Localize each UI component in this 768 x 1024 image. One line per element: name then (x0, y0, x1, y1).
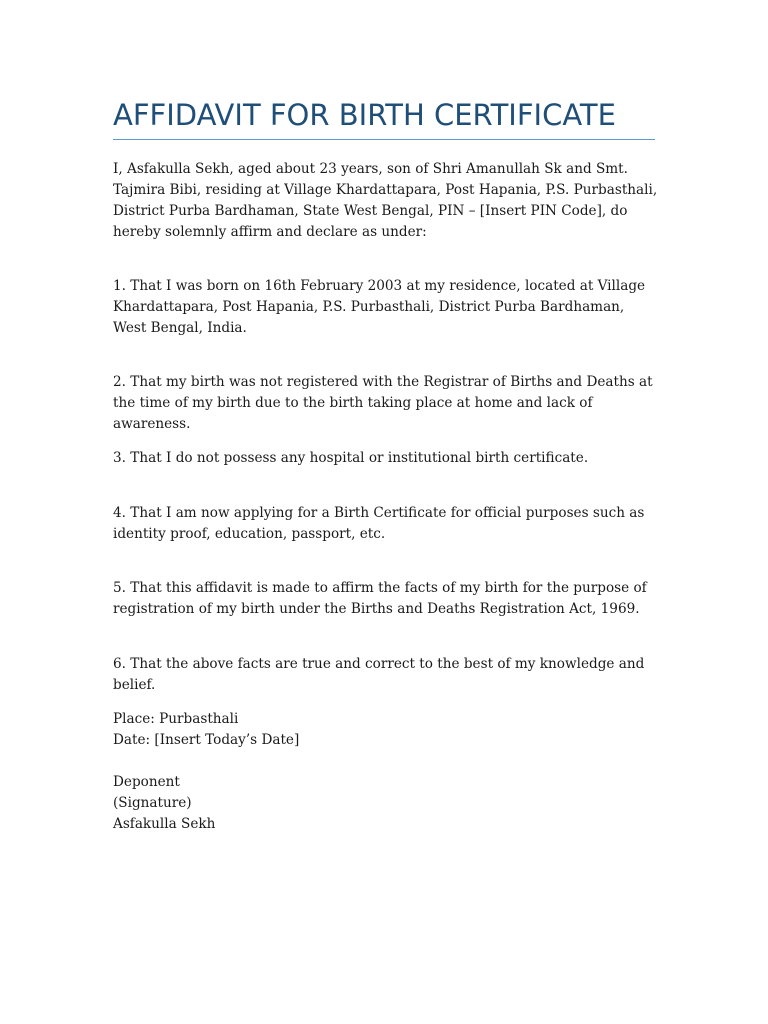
point-1: 1. That I was born on 16th February 2003 at my residence, located at Village Khardattapara, Post Hapania, P.S. Purbasthali, District Purba Bardhaman, West Bengal, India. (113, 278, 646, 336)
point-4: 4. That I am now applying for a Birth Certificate for official purposes such as identity proof, education, passport, etc. (113, 505, 645, 542)
point-3: 3. That I do not possess any hospital or institutional birth certificate. (113, 450, 589, 466)
date-line: Date: [Insert Today’s Date] (113, 732, 300, 748)
point-5: 5. That this affidavit is made to affirm the facts of my birth for the purpose of registration of my birth under the Births and Deaths Registration Act, 1969. (113, 580, 647, 617)
point-2: 2. That my birth was not registered with the Registrar of Births and Deaths at the time of my birth due to the birth taking place at home and lack of awareness. (113, 374, 653, 432)
deponent-label: Deponent (113, 774, 180, 790)
document-title: AFFIDAVIT FOR BIRTH CERTIFICATE (113, 98, 616, 132)
signature-label: (Signature) (113, 795, 192, 811)
deponent-name: Asfakulla Sekh (113, 816, 216, 832)
intro-paragraph: I, Asfakulla Sekh, aged about 23 years, son of Shri Amanullah Sk and Smt. Tajmira Bibi, residing at Village Khardattapara, Post Hapania, P.S. Purbasthali, District Purba Bardhaman, State West Bengal, PIN – [Insert PIN Code], do hereby solemnly affirm and declare as under: (113, 161, 658, 240)
title-underline (113, 139, 655, 140)
point-6: 6. That the above facts are true and correct to the best of my knowledge and belief. (113, 656, 645, 693)
place-line: Place: Purbasthali (113, 711, 239, 727)
